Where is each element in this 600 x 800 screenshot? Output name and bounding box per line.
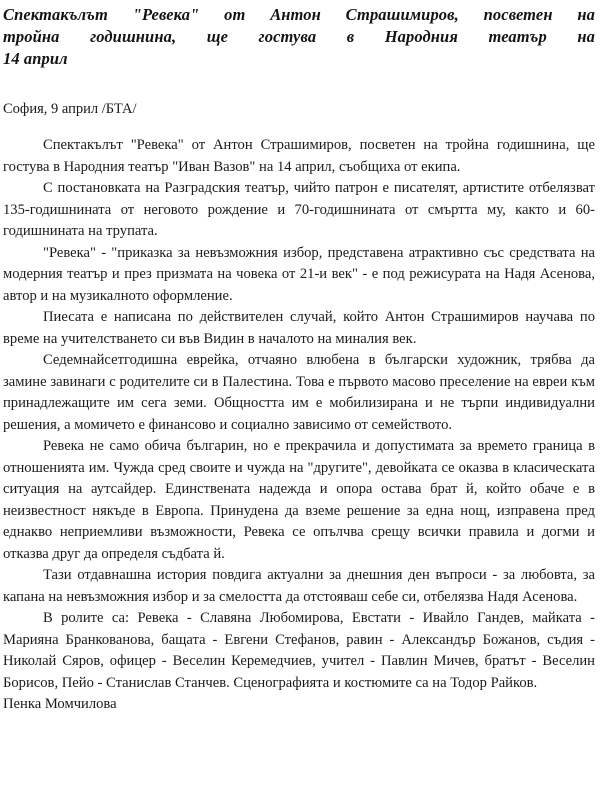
article-paragraph: "Ревека" - "приказка за невъзможния избор, представена атрактивно със средствата на модерния театър и през призмата на човека от 21-и век" - е под режисурата на Надя Асенова, автор и на музикалното оформление. [3, 244, 595, 304]
article-paragraph: С постановката на Разградския театър, чийто патрон е писателят, артистите отбелязват 135-годишнината от неговото рождение и 70-годишнината от смъртта му, както и 60-годишнината на трупата. [3, 180, 595, 239]
dateline: София, 9 април /БТА/ [3, 101, 137, 117]
article-paragraph: Спектакълът "Ревека" от Антон Страшимиров, посветен на тройна годишнина, ще гостува в Народния театър "Иван Вазов" на 14 април, съобщиха от екипа. [3, 137, 595, 175]
article-body [3, 135, 595, 716]
author-byline: Пенка Момчилова [3, 696, 117, 712]
headline-line-2: тройна годишнина, ще гостува в Народния театър на [3, 27, 595, 46]
headline-line-1: Спектакълът "Ревека" от Антон Страшимиров, посветен на [3, 5, 595, 24]
article-paragraph: Тази отдавнашна история повдига актуални за днешния ден въпроси - за любовта, за капана на невъзможния избор и за смелостта да отстояваш себе си, отбелязва Надя Асенова. [3, 567, 595, 605]
article-paragraph: Ревека не само обича българин, но е прекрачила и допустимата за времето граница в отношенията им. Чужда сред своите и чужда на "другите", девойката се оказва в класическата ситуация на аутсайдер. Единствената надежда и опора остава брат й, който обаче е в неизвестност някъде в Европа. Принудена да вземе решение за една нощ, изправена пред еднакво неприемливи възможности, Ревека се опълчва срещу всички правила и догми и отказва друг да определя съдбата й. [3, 438, 595, 562]
article-paragraph: Пиесата е написана по действителен случай, който Антон Страшимиров научава по време на учителстването си във Видин в началото на миналия век. [3, 309, 595, 347]
article-paragraph: Седемнайсетгодишна еврейка, отчаяно влюбена в български художник, трябва да замине завинаги с родителите си в Палестина. Това е първото масово преселение на евреи към принадлежащите им сега земи. Общността им е мобилизирана и не търпи индивидуални решения, а момичето е финансово и социално зависимо от семейството. [3, 352, 595, 433]
headline-line-3: 14 април [3, 49, 68, 68]
article-paragraph-cast: В ролите са: Ревека - Славяна Любомирова, Евстати - Ивайло Гандев, майката - Марияна Бранкованова, бащата - Евгени Стефанов, равин - Александър Божанов, съдия - Николай Сяров, офицер - Веселин Керемедчиев, учител - Павлин Мичев, братът - Веселин Борисов, Пейо - Станислав Станчев. Сценографията и костюмите са на Тодор Райков. [3, 610, 595, 691]
page-title [3, 4, 595, 70]
